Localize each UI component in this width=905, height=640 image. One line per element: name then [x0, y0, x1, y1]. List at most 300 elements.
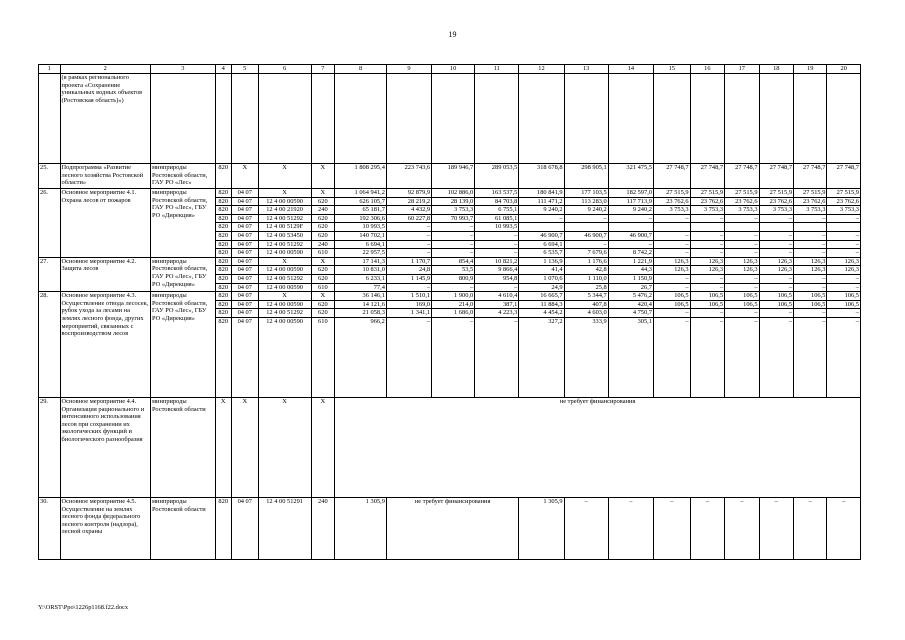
value-cell	[725, 223, 759, 232]
table-row	[39, 74, 861, 164]
table-row	[39, 497, 861, 559]
value-cell: –	[827, 497, 861, 559]
value-cell: 27 748,7	[794, 164, 827, 189]
value-cell: –	[725, 283, 759, 292]
row-executor-cell: минприроды Ростовской области, ГАУ РО «Лес», ГБУ РО «Дирекция»	[151, 257, 216, 291]
value-cell: 61 085,1	[475, 214, 519, 223]
value-cell: 10 821,2	[475, 257, 519, 266]
value-cell: –	[759, 231, 793, 240]
value-cell: –	[564, 214, 608, 223]
value-cell: 820	[215, 497, 231, 559]
empty-cell	[725, 74, 759, 164]
value-cell: –	[608, 497, 653, 559]
value-cell: 111 471,2	[519, 197, 564, 206]
value-cell: 27 515,9	[690, 189, 724, 198]
value-cell	[564, 223, 608, 232]
value-cell: X	[258, 164, 311, 189]
value-cell: X	[311, 292, 335, 301]
value-cell: –	[653, 240, 690, 249]
value-cell: 126,3	[725, 257, 759, 266]
value-cell: 27 748,7	[690, 164, 724, 189]
value-cell: –	[725, 317, 759, 397]
value-cell: 1 110,0	[564, 274, 608, 283]
value-cell: 820	[215, 249, 231, 258]
value-cell: –	[759, 249, 793, 258]
value-cell: 240	[311, 497, 335, 559]
value-cell: –	[690, 249, 724, 258]
value-cell: 620	[311, 274, 335, 283]
empty-cell	[759, 74, 793, 164]
row-executor-cell: минприроды Ростовской области	[151, 497, 216, 559]
value-cell: 04 07	[231, 300, 258, 309]
value-cell: X	[215, 397, 231, 497]
row-name-cell: Основное мероприятие 4.1. Охрана лесов от пожаров	[60, 189, 150, 258]
value-cell: 04 07	[231, 189, 258, 198]
value-cell: 04 07	[231, 249, 258, 258]
value-cell: 298 905,1	[564, 164, 608, 189]
page-number: 19	[448, 30, 457, 39]
value-cell: 407,8	[564, 300, 608, 309]
header-row	[39, 65, 861, 74]
value-cell: –	[827, 231, 861, 240]
value-cell	[653, 223, 690, 232]
value-cell: –	[653, 283, 690, 292]
table-row	[39, 164, 861, 189]
value-cell: –	[653, 317, 690, 397]
value-cell: –	[690, 497, 724, 559]
value-cell: X	[258, 189, 311, 198]
value-cell: 820	[215, 214, 231, 223]
value-cell: –	[725, 240, 759, 249]
value-cell: 106,5	[794, 300, 827, 309]
row-name-cell: Основное мероприятие 4.2. Защита лесов	[60, 257, 150, 291]
value-cell: 23 762,6	[827, 197, 861, 206]
value-cell: 23 762,6	[794, 197, 827, 206]
value-cell: 16 665,7	[519, 292, 564, 301]
value-cell: 305,1	[608, 317, 653, 397]
value-cell: 3 753,3	[653, 206, 690, 215]
value-cell: –	[386, 223, 431, 232]
value-cell: 106,5	[725, 300, 759, 309]
value-cell: 321 475,5	[608, 164, 653, 189]
header-cell: 2	[60, 65, 150, 74]
no-funding-note: не требует финансирования	[335, 397, 861, 497]
row-name-cell: Подпрограмма «Развитие лесного хозяйства Ростовской области»	[60, 164, 150, 189]
value-cell: 46 900,7	[564, 231, 608, 240]
row-name-cell: Основное мероприятие 4.4. Организация рационального и интенсивного использования лесов при сохранении их экологических функций и биологического разнообразия	[60, 397, 150, 497]
value-cell: 106,5	[794, 292, 827, 301]
value-cell: –	[794, 309, 827, 318]
value-cell: 126,3	[759, 266, 793, 275]
value-cell: 1 341,1	[386, 309, 431, 318]
value-cell: 46 900,7	[519, 231, 564, 240]
value-cell: 60 227,8	[386, 214, 431, 223]
value-cell: –	[475, 283, 519, 292]
value-cell: 4 454,2	[519, 309, 564, 318]
value-cell: 4 432,9	[386, 206, 431, 215]
value-cell: –	[759, 214, 793, 223]
value-cell: 27 748,7	[725, 164, 759, 189]
value-cell: –	[386, 240, 431, 249]
value-cell: –	[475, 249, 519, 258]
value-cell: 23 762,6	[690, 197, 724, 206]
row-executor-cell: минприроды Ростовской области	[151, 397, 216, 497]
value-cell: 5 476,2	[608, 292, 653, 301]
value-cell: 1 305,9	[335, 497, 387, 559]
value-cell: –	[386, 283, 431, 292]
header-cell: 15	[653, 65, 690, 74]
value-cell	[827, 223, 861, 232]
value-cell: 3 753,3	[827, 206, 861, 215]
value-cell: 24,9	[519, 283, 564, 292]
value-cell: –	[690, 283, 724, 292]
value-cell: –	[759, 309, 793, 318]
value-cell: –	[759, 317, 793, 397]
value-cell: 610	[311, 317, 335, 397]
value-cell: –	[725, 214, 759, 223]
value-cell: 113 283,0	[564, 197, 608, 206]
value-cell: –	[386, 231, 431, 240]
value-cell: –	[759, 240, 793, 249]
value-cell: 182 597,0	[608, 189, 653, 198]
value-cell: 3 753,3	[759, 206, 793, 215]
value-cell: 1 145,9	[386, 274, 431, 283]
value-cell: 289 053,5	[475, 164, 519, 189]
value-cell: –	[759, 283, 793, 292]
row-name-cell: Основное мероприятие 4.3. Осуществление отвода лесосек, рубок ухода за лесами на землях лесного фонда, других мероприятий, связанных с воспроизводством лесов	[60, 292, 150, 398]
value-cell: –	[432, 317, 475, 397]
value-cell: 77,4	[335, 283, 387, 292]
value-cell: –	[725, 249, 759, 258]
value-cell: 12 4 00 00590	[258, 197, 311, 206]
value-cell: –	[690, 309, 724, 318]
value-cell: 12 4 00 53450	[258, 231, 311, 240]
value-cell: –	[690, 240, 724, 249]
value-cell: 1 900,0	[432, 292, 475, 301]
value-cell: 12 4 00 21920	[258, 206, 311, 215]
value-cell: –	[653, 497, 690, 559]
empty-cell	[564, 74, 608, 164]
value-cell: 820	[215, 274, 231, 283]
value-cell: 126,3	[653, 266, 690, 275]
value-cell: 610	[311, 283, 335, 292]
value-cell: 22 957,5	[335, 249, 387, 258]
value-cell: 820	[215, 223, 231, 232]
value-cell: 1 064 941,2	[335, 189, 387, 198]
value-cell: 23 762,6	[653, 197, 690, 206]
value-cell: 1 305,9	[519, 497, 564, 559]
value-cell: 44,3	[608, 266, 653, 275]
value-cell: 10 993,5	[475, 223, 519, 232]
value-cell: 3 753,3	[432, 206, 475, 215]
value-cell: 53,5	[432, 266, 475, 275]
value-cell: 9 240,2	[519, 206, 564, 215]
value-cell: 04 07	[231, 317, 258, 397]
value-cell: –	[725, 309, 759, 318]
value-cell: 27 515,9	[653, 189, 690, 198]
header-cell: 5	[231, 65, 258, 74]
value-cell: 04 07	[231, 274, 258, 283]
value-cell: 04 07	[231, 309, 258, 318]
value-cell: 6 694,1	[335, 240, 387, 249]
value-cell: 820	[215, 266, 231, 275]
empty-cell	[794, 74, 827, 164]
value-cell: 620	[311, 197, 335, 206]
row-executor-cell: минприроды Ростовской области, ГАУ РО «Лес»	[151, 164, 216, 189]
row-executor-cell: минприроды Ростовской области, ГАУ РО «Лес», ГБУ РО «Дирекция»	[151, 189, 216, 258]
value-cell: 12 4 00 51292	[258, 214, 311, 223]
empty-cell	[39, 74, 61, 164]
value-cell: 240	[311, 240, 335, 249]
value-cell: 8 742,2	[608, 249, 653, 258]
value-cell: 126,3	[794, 257, 827, 266]
value-cell: 223 743,6	[386, 164, 431, 189]
value-cell: –	[519, 214, 564, 223]
value-cell: 1 686,0	[432, 309, 475, 318]
value-cell: 21 058,3	[335, 309, 387, 318]
value-cell: 6 535,7	[519, 249, 564, 258]
value-cell: 966,2	[335, 317, 387, 397]
value-cell: –	[794, 214, 827, 223]
value-cell: 10 831,0	[335, 266, 387, 275]
header-cell: 6	[258, 65, 311, 74]
value-cell: 333,9	[564, 317, 608, 397]
value-cell: 189 946,7	[432, 164, 475, 189]
value-cell: 12 4 00 51291	[258, 497, 311, 559]
value-cell: –	[653, 249, 690, 258]
value-cell: 106,5	[827, 292, 861, 301]
value-cell: –	[827, 249, 861, 258]
value-cell	[690, 223, 724, 232]
value-cell: X	[311, 257, 335, 266]
value-cell: X	[311, 397, 335, 497]
value-cell: 102 886,0	[432, 189, 475, 198]
value-cell: 24,8	[386, 266, 431, 275]
table-row	[39, 397, 861, 497]
value-cell: 27 748,7	[827, 164, 861, 189]
value-cell: –	[827, 283, 861, 292]
footer-path: Y:\ORST\Ppo\1226p1168.f22.docx	[38, 604, 129, 611]
value-cell: 854,4	[432, 257, 475, 266]
budget-table	[38, 64, 861, 560]
value-cell: –	[690, 317, 724, 397]
row-number-cell: 26.	[39, 189, 61, 258]
value-cell: 126,3	[653, 257, 690, 266]
value-cell: 126,3	[794, 266, 827, 275]
value-cell: –	[759, 497, 793, 559]
header-cell: 7	[311, 65, 335, 74]
value-cell: 12 4 00 00590	[258, 317, 311, 397]
value-cell: 318 678,8	[519, 164, 564, 189]
value-cell: 4 223,3	[475, 309, 519, 318]
value-cell: 106,5	[690, 300, 724, 309]
no-funding-note: не требует финансирования	[386, 497, 518, 559]
row-number-cell: 30.	[39, 497, 61, 559]
value-cell: 1 221,9	[608, 257, 653, 266]
header-cell: 9	[386, 65, 431, 74]
header-cell: 4	[215, 65, 231, 74]
value-cell: –	[827, 317, 861, 397]
value-cell: 126,3	[759, 257, 793, 266]
value-cell: X	[231, 164, 258, 189]
value-cell: 387,1	[475, 300, 519, 309]
value-cell: –	[725, 274, 759, 283]
value-cell: –	[653, 231, 690, 240]
value-cell: 84 703,8	[475, 197, 519, 206]
value-cell: –	[432, 223, 475, 232]
header-cell: 12	[519, 65, 564, 74]
value-cell: 126,3	[827, 266, 861, 275]
value-cell: 420,4	[608, 300, 653, 309]
header-cell: 16	[690, 65, 724, 74]
value-cell: 10 993,5	[335, 223, 387, 232]
value-cell	[794, 223, 827, 232]
row-number-cell: 25.	[39, 164, 61, 189]
value-cell: 1 070,6	[519, 274, 564, 283]
value-cell: 04 07	[231, 197, 258, 206]
value-cell: 106,5	[653, 292, 690, 301]
value-cell: X	[311, 189, 335, 198]
value-cell: 92 879,9	[386, 189, 431, 198]
value-cell: 04 07	[231, 283, 258, 292]
value-cell: –	[690, 231, 724, 240]
value-cell: 27 748,7	[759, 164, 793, 189]
value-cell: 820	[215, 300, 231, 309]
value-cell: 820	[215, 189, 231, 198]
row-name-cell: Основное мероприятие 4.5. Осуществление на землях лесного фонда федерального лесного контроля (надзора), лесной охраны	[60, 497, 150, 559]
value-cell: 4 603,0	[564, 309, 608, 318]
empty-cell	[151, 74, 216, 164]
header-cell: 17	[725, 65, 759, 74]
value-cell: 04 07	[231, 223, 258, 232]
value-cell: 23 762,6	[725, 197, 759, 206]
value-cell: X	[258, 257, 311, 266]
empty-cell	[386, 74, 431, 164]
value-cell: 26,7	[608, 283, 653, 292]
value-cell: 954,8	[475, 274, 519, 283]
value-cell: 140 702,1	[335, 231, 387, 240]
value-cell: 14 121,6	[335, 300, 387, 309]
value-cell: –	[432, 231, 475, 240]
value-cell: –	[564, 240, 608, 249]
value-cell: 42,8	[564, 266, 608, 275]
value-cell: 820	[215, 240, 231, 249]
value-cell: –	[827, 214, 861, 223]
table-row	[39, 189, 861, 198]
value-cell: 214,0	[432, 300, 475, 309]
value-cell: 17 141,3	[335, 257, 387, 266]
value-cell: 12 4 00 5129F	[258, 223, 311, 232]
value-cell: 1 136,9	[519, 257, 564, 266]
value-cell: 11 884,3	[519, 300, 564, 309]
value-cell: –	[475, 231, 519, 240]
value-cell: 620	[311, 231, 335, 240]
value-cell: –	[653, 214, 690, 223]
value-cell: 177 103,5	[564, 189, 608, 198]
value-cell: 36 146,1	[335, 292, 387, 301]
value-cell: 163 537,5	[475, 189, 519, 198]
value-cell: 820	[215, 283, 231, 292]
header-cell: 19	[794, 65, 827, 74]
empty-cell	[335, 74, 387, 164]
value-cell: 106,5	[759, 300, 793, 309]
row-number-cell: 28.	[39, 292, 61, 398]
value-cell: 4 750,7	[608, 309, 653, 318]
value-cell: –	[475, 240, 519, 249]
value-cell: 12 4 00 51292	[258, 309, 311, 318]
value-cell: X	[231, 397, 258, 497]
value-cell: 12 4 00 00590	[258, 300, 311, 309]
value-cell: 27 515,9	[759, 189, 793, 198]
row-number-cell: 29.	[39, 397, 61, 497]
value-cell: 6 694,1	[519, 240, 564, 249]
value-cell: 12 4 00 00590	[258, 266, 311, 275]
value-cell: 23 762,6	[759, 197, 793, 206]
value-cell: 620	[311, 214, 335, 223]
empty-cell	[231, 74, 258, 164]
value-cell	[608, 223, 653, 232]
value-cell: 800,9	[432, 274, 475, 283]
value-cell: –	[794, 274, 827, 283]
value-cell: –	[653, 274, 690, 283]
value-cell: –	[759, 274, 793, 283]
value-cell: 04 07	[231, 292, 258, 301]
value-cell: –	[386, 317, 431, 397]
value-cell: 6 233,1	[335, 274, 387, 283]
value-cell: –	[725, 231, 759, 240]
value-cell: 626 105,7	[335, 197, 387, 206]
empty-cell	[608, 74, 653, 164]
empty-cell	[827, 74, 861, 164]
value-cell: –	[794, 231, 827, 240]
empty-cell	[690, 74, 724, 164]
value-cell: 106,5	[759, 292, 793, 301]
value-cell: 12 4 00 51292	[258, 240, 311, 249]
value-cell: –	[794, 283, 827, 292]
value-cell: 126,3	[725, 266, 759, 275]
value-cell: 1 510,1	[386, 292, 431, 301]
value-cell: 04 07	[231, 257, 258, 266]
value-cell: 7 679,6	[564, 249, 608, 258]
value-cell: 820	[215, 257, 231, 266]
value-cell: 3 753,3	[690, 206, 724, 215]
value-cell: 04 07	[231, 240, 258, 249]
value-cell: 240	[311, 206, 335, 215]
value-cell: 9 240,2	[608, 206, 653, 215]
value-cell: 28 139,0	[432, 197, 475, 206]
value-cell: –	[827, 240, 861, 249]
header-cell: 10	[432, 65, 475, 74]
value-cell: 04 07	[231, 206, 258, 215]
value-cell: –	[725, 497, 759, 559]
value-cell: 1 150,9	[608, 274, 653, 283]
empty-cell	[653, 74, 690, 164]
value-cell: 620	[311, 266, 335, 275]
value-cell: 27 748,7	[653, 164, 690, 189]
empty-cell	[311, 74, 335, 164]
row-name-cell: (в рамках регионального проекта «Сохранение уникальных водных объектов (Ростовская область)»)	[60, 74, 150, 164]
value-cell: 46 900,7	[608, 231, 653, 240]
header-cell: 18	[759, 65, 793, 74]
value-cell	[759, 223, 793, 232]
value-cell: 6 755,1	[475, 206, 519, 215]
value-cell: –	[690, 214, 724, 223]
value-cell: –	[432, 240, 475, 249]
table-row	[39, 257, 861, 266]
value-cell: 820	[215, 309, 231, 318]
value-cell: 126,3	[827, 257, 861, 266]
value-cell: 1 808 295,4	[335, 164, 387, 189]
